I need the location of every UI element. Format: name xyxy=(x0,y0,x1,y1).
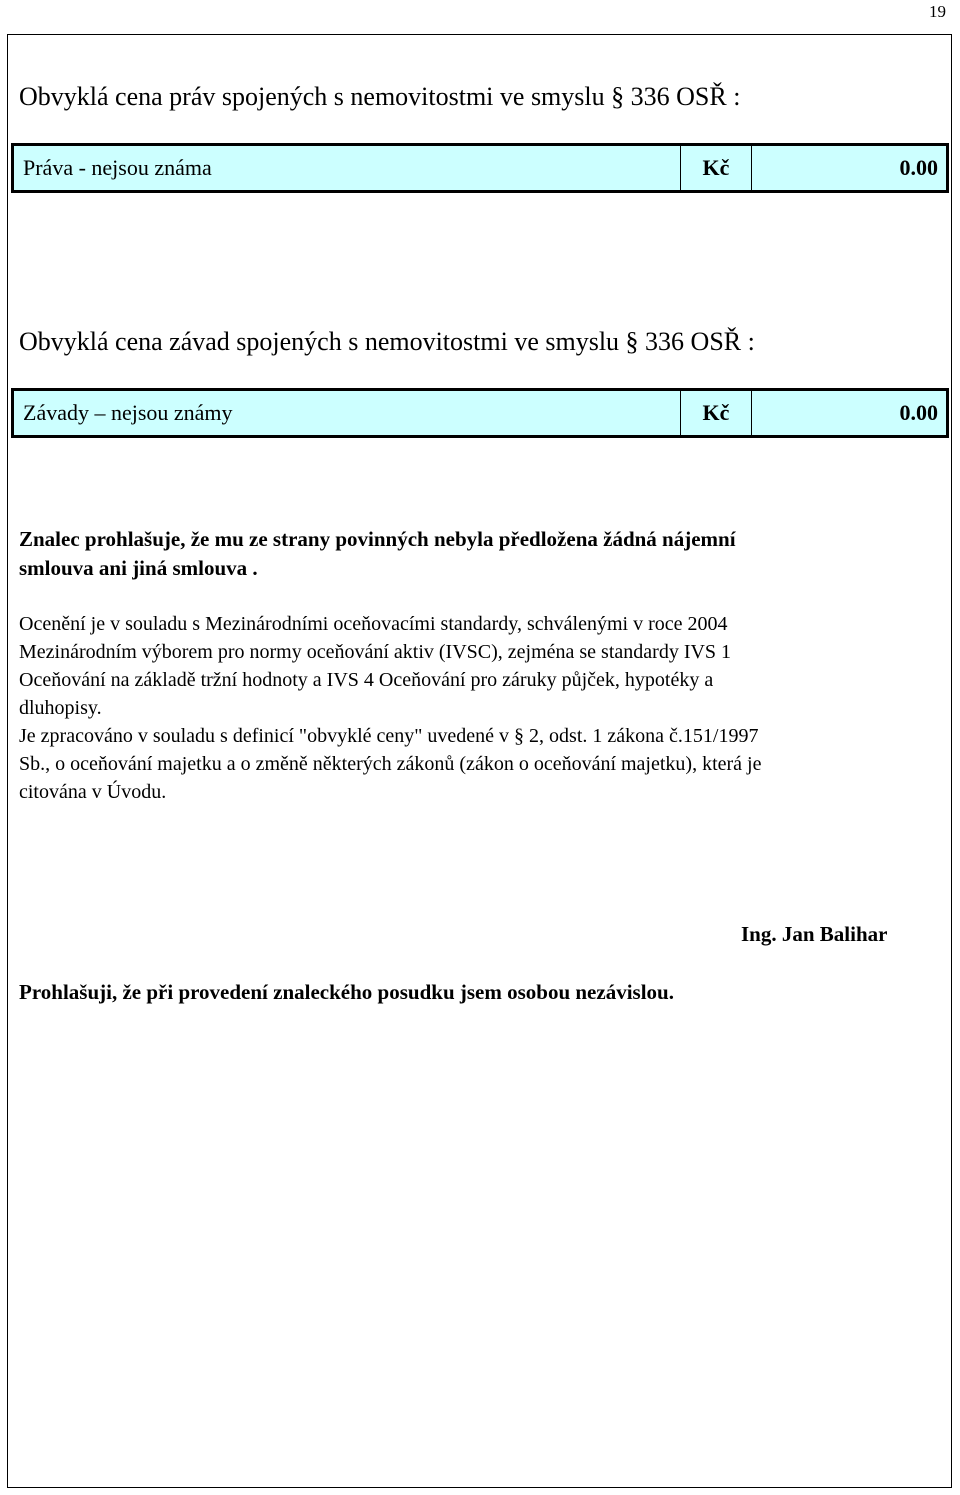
valuation-line: citována v Úvodu. xyxy=(19,781,167,803)
valuation-line: dluhopisy. xyxy=(19,697,102,719)
rights-value: 0.00 xyxy=(899,155,938,180)
signature-name: Ing. Jan Balihar xyxy=(741,922,888,946)
valuation-line: Oceňování na základě tržní hodnoty a IVS 4 Oceňování pro záruky půjček, hypotéky a xyxy=(19,669,714,691)
defects-label: Závady – nejsou známy xyxy=(23,400,233,425)
valuation-line: Sb., o oceňování majetku a o změně některých zákonů (zákon o oceňování majetku), která je xyxy=(19,753,762,775)
valuation-text xyxy=(19,610,944,806)
lease-note-line: Znalec prohlašuje, že mu ze strany povinných nebyla předložena žádná nájemní xyxy=(19,527,736,551)
defects-value-box xyxy=(11,388,949,438)
lease-note-line: smlouva ani jiná smlouva . xyxy=(19,556,258,580)
lease-note xyxy=(19,525,919,583)
rights-label: Práva - nejsou známa xyxy=(23,155,212,180)
valuation-line: Ocenění je v souladu s Mezinárodními oceňovacími standardy, schválenými v roce 2004 xyxy=(19,613,728,635)
page-number: 19 xyxy=(929,2,946,21)
rights-currency: Kč xyxy=(680,146,752,190)
defects-currency: Kč xyxy=(680,391,752,435)
valuation-line: Mezinárodním výborem pro normy oceňování aktiv (IVSC), zejména se standardy IVS 1 xyxy=(19,641,732,663)
rights-value-box xyxy=(11,143,949,193)
valuation-line: Je zpracováno v souladu s definicí "obvyklé ceny" uvedené v § 2, odst. 1 zákona č.151/1997 xyxy=(19,725,759,747)
independence-declaration: Prohlašuji, že při provedení znaleckého posudku jsem osobou nezávislou. xyxy=(19,980,674,1004)
defects-heading: Obvyklá cena závad spojených s nemovitostmi ve smyslu § 336 OSŘ : xyxy=(19,327,755,356)
defects-value: 0.00 xyxy=(899,400,938,425)
rights-heading: Obvyklá cena práv spojených s nemovitostmi ve smyslu § 336 OSŘ : xyxy=(19,82,741,111)
